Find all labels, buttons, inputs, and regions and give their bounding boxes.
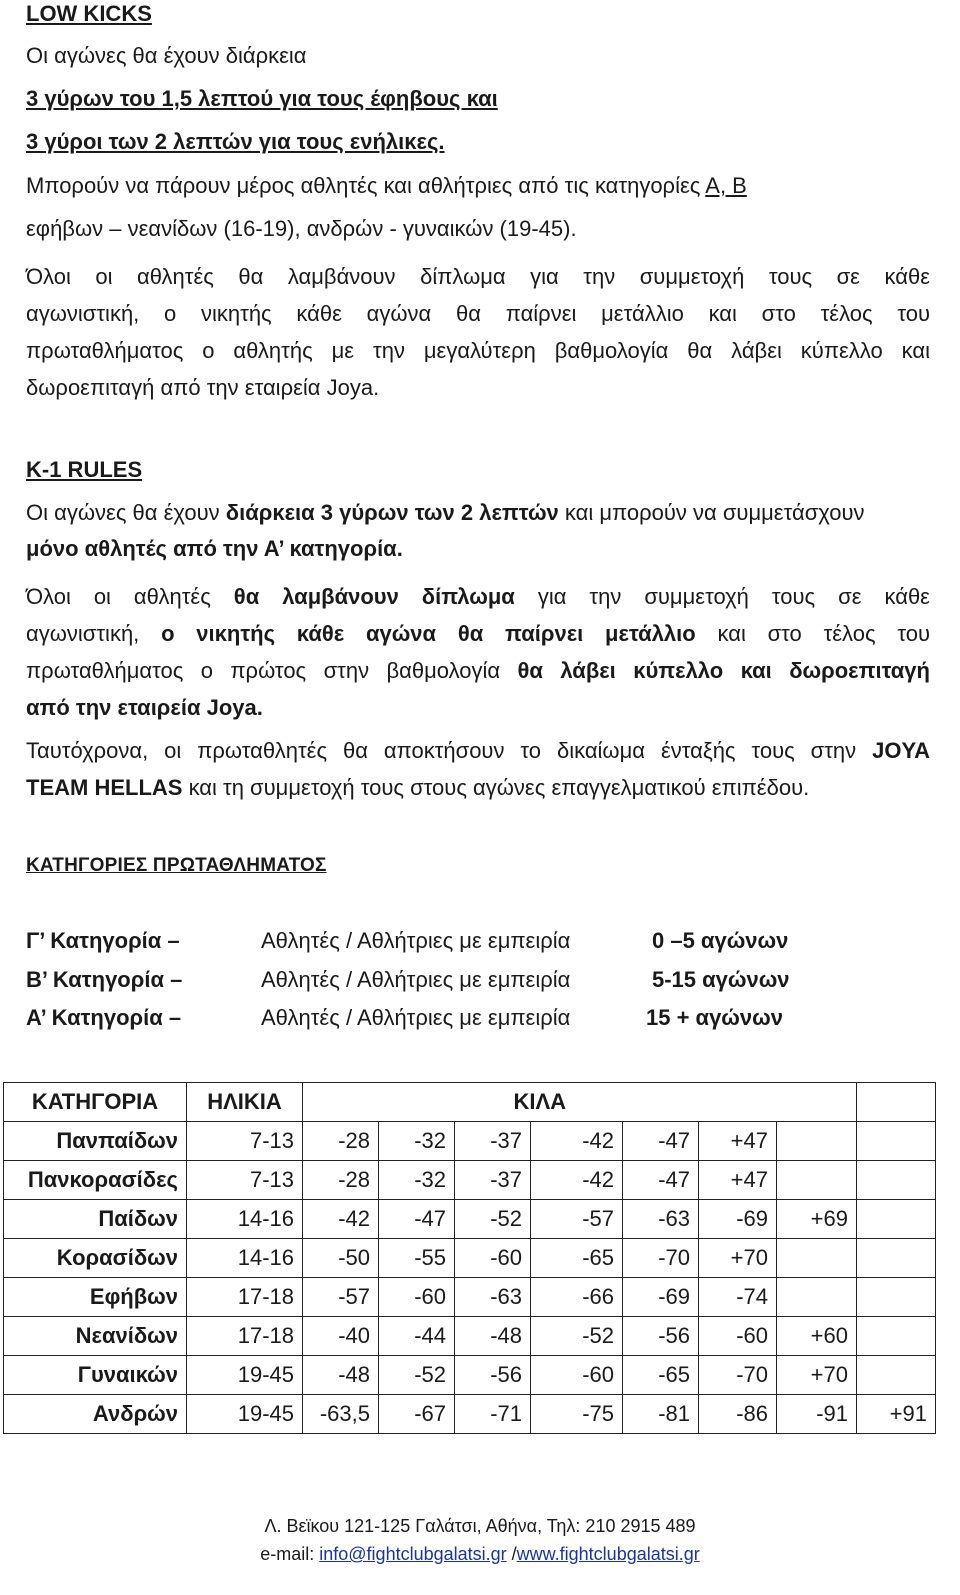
- k1-p2-l2-c: και στο τέλος του: [695, 621, 930, 646]
- weight-cell: [777, 1239, 857, 1278]
- low-kicks-para-line-4: δωροεπιταγή από την εταιρεία Joya.: [26, 375, 380, 400]
- weight-cell: -57: [303, 1278, 379, 1317]
- weight-cell: [857, 1356, 936, 1395]
- k1-p3-line-1: [26, 732, 930, 769]
- row-category: Πανπαίδων: [4, 1122, 187, 1161]
- category-desc: Αθλητές / Αθλήτριες με εμπειρία: [261, 967, 571, 992]
- low-kicks-para-line-2: αγωνιστική, ο νικητής κάθε αγώνα θα παίρνει μετάλλιο και στο τέλος του: [26, 301, 930, 326]
- weight-cell: -75: [531, 1395, 623, 1434]
- low-kicks-line-4: [26, 172, 747, 200]
- low-kicks-line-4-text: Μπορούν να πάρουν μέρος αθλητές και αθλήτριες από τις κατηγορίες: [26, 173, 706, 198]
- weight-cell: -56: [623, 1317, 699, 1356]
- k1-line-1-c: και μπορούν να συμμετάσχουν: [558, 500, 865, 525]
- weight-cell: -57: [531, 1200, 623, 1239]
- weight-cell: [777, 1278, 857, 1317]
- weight-cell: -63: [623, 1200, 699, 1239]
- k1-p2-l1-a: Όλοι οι αθλητές: [26, 584, 234, 609]
- k1-p3-l2-a: TEAM HELLAS: [26, 775, 183, 800]
- weight-cell: -69: [623, 1278, 699, 1317]
- row-category: Γυναικών: [4, 1356, 187, 1395]
- weight-cell: -55: [379, 1239, 455, 1278]
- weight-cell: [777, 1122, 857, 1161]
- row-category: Κορασίδων: [4, 1239, 187, 1278]
- table-header-row: [4, 1083, 936, 1122]
- table-row: [4, 1317, 936, 1356]
- weight-cell: -48: [455, 1317, 531, 1356]
- row-age: 17-18: [187, 1317, 303, 1356]
- weight-cell: -60: [455, 1239, 531, 1278]
- weight-cell: -52: [455, 1200, 531, 1239]
- weight-cell: -69: [699, 1200, 777, 1239]
- category-fights: 5-15 αγώνων: [652, 967, 790, 992]
- footer-website-link[interactable]: www.fightclubgalatsi.gr: [516, 1544, 700, 1564]
- row-age: 19-45: [187, 1356, 303, 1395]
- table-row: [4, 1200, 936, 1239]
- category-desc: Αθλητές / Αθλήτριες με εμπειρία: [261, 1005, 571, 1030]
- weight-cell: [857, 1239, 936, 1278]
- weight-cell: -81: [623, 1395, 699, 1434]
- k1-line-1-b: διάρκεια 3 γύρων των 2 λεπτών: [225, 500, 559, 525]
- weight-cell: -47: [623, 1122, 699, 1161]
- table-row: [4, 1239, 936, 1278]
- k1-p2-line-4: από την εταιρεία Joya.: [26, 695, 263, 720]
- weight-cell: -32: [379, 1161, 455, 1200]
- low-kicks-heading: LOW KICKS: [26, 1, 152, 26]
- footer-address: Λ. Βεϊκου 121-125 Γαλάτσι, Αθήνα, Τηλ: 210 2915 489: [264, 1516, 696, 1536]
- weight-cell: -52: [531, 1317, 623, 1356]
- k1-p3-l1-a: Ταυτόχρονα, οι πρωταθλητές θα αποκτήσουν το δικαίωμα ένταξής τους στην: [26, 738, 873, 763]
- row-category: Ανδρών: [4, 1395, 187, 1434]
- weight-cell: -65: [531, 1239, 623, 1278]
- row-age: 7-13: [187, 1161, 303, 1200]
- weight-cell: -74: [699, 1278, 777, 1317]
- weight-cell: -42: [531, 1161, 623, 1200]
- weight-cell: +47: [699, 1122, 777, 1161]
- weight-cell: -70: [623, 1239, 699, 1278]
- low-kicks-categories-link: Α, Β: [705, 173, 747, 198]
- weight-cell: -37: [455, 1161, 531, 1200]
- weight-cell: +69: [777, 1200, 857, 1239]
- weight-cell: [857, 1317, 936, 1356]
- weight-cell: -65: [623, 1356, 699, 1395]
- weight-cell: -32: [379, 1122, 455, 1161]
- weight-cell: -40: [303, 1317, 379, 1356]
- weight-cell: [857, 1122, 936, 1161]
- k1-p2-l1-c: για την συμμετοχή τους σε κάθε: [514, 584, 930, 609]
- header-kilos: ΚΙΛΑ: [303, 1083, 777, 1122]
- low-kicks-line-2: 3 γύρων του 1,5 λεπτού για τους έφηβους και: [26, 86, 498, 111]
- weight-cell: -48: [303, 1356, 379, 1395]
- k1-p3-l1-b: JOYA: [872, 738, 930, 763]
- row-age: 17-18: [187, 1278, 303, 1317]
- weight-cell: -44: [379, 1317, 455, 1356]
- weight-cell: -63: [455, 1278, 531, 1317]
- k1-p2-l2-b: ο νικητής κάθε αγώνα θα παίρνει μετάλλιο: [161, 621, 696, 646]
- weight-cell: -66: [531, 1278, 623, 1317]
- weight-cell: -52: [379, 1356, 455, 1395]
- weight-cell: -47: [379, 1200, 455, 1239]
- k1-line-1-a: Οι αγώνες θα έχουν: [26, 500, 226, 525]
- k1-line-1: [26, 499, 930, 527]
- footer-contact: [0, 1544, 960, 1565]
- weight-cell: -28: [303, 1161, 379, 1200]
- k1-heading: K-1 RULES: [26, 457, 143, 482]
- k1-p2-l3-a: πρωταθλήματος ο πρώτος στην βαθμολογία: [26, 658, 518, 683]
- weight-cell: -70: [699, 1356, 777, 1395]
- weight-cell: +47: [699, 1161, 777, 1200]
- categories-heading: ΚΑΤΗΓΟΡΙΕΣ ΠΡΩΤΑΘΛΗΜΑΤΟΣ: [26, 855, 327, 876]
- k1-p2-l1-b: θα λαμβάνουν δίπλωμα: [233, 584, 515, 609]
- low-kicks-line-3: 3 γύροι των 2 λεπτών για τους ενήλικες.: [26, 129, 445, 154]
- weight-cell: -28: [303, 1122, 379, 1161]
- weight-cell: [857, 1161, 936, 1200]
- weight-cell: [777, 1161, 857, 1200]
- k1-p2-line-3: [26, 652, 930, 689]
- weight-cell: -56: [455, 1356, 531, 1395]
- weight-cell: -50: [303, 1239, 379, 1278]
- weight-cell: -86: [699, 1395, 777, 1434]
- weight-cell: -63,5: [303, 1395, 379, 1434]
- k1-p2-line-1: [26, 578, 930, 615]
- table-row: [4, 1356, 936, 1395]
- weight-cell: +70: [699, 1239, 777, 1278]
- footer-email-link[interactable]: info@fightclubgalatsi.gr: [319, 1544, 507, 1564]
- weight-cell: -71: [455, 1395, 531, 1434]
- k1-p2-l3-b: θα λάβει κύπελλο και δωροεπιταγή: [517, 658, 930, 683]
- weight-cell: [857, 1200, 936, 1239]
- low-kicks-line-1: Οι αγώνες θα έχουν διάρκεια: [26, 43, 307, 68]
- category-fights: 0 –5 αγώνων: [652, 928, 789, 953]
- k1-paragraph-3: [26, 732, 930, 806]
- footer-email-label: e-mail:: [260, 1544, 320, 1564]
- row-category: Παίδων: [4, 1200, 187, 1239]
- row-age: 14-16: [187, 1200, 303, 1239]
- weight-cell: -42: [531, 1122, 623, 1161]
- weight-cell: -60: [699, 1317, 777, 1356]
- k1-p2-line-2: [26, 615, 930, 652]
- weight-cell: -67: [379, 1395, 455, 1434]
- category-desc: Αθλητές / Αθλήτριες με εμπειρία: [261, 928, 571, 953]
- header-category: ΚΑΤΗΓΟΡΙΑ: [4, 1083, 187, 1122]
- low-kicks-para-line-1: Όλοι οι αθλητές θα λαμβάνουν δίπλωμα για την συμμετοχή τους σε κάθε: [26, 264, 930, 289]
- weights-table: [3, 1082, 936, 1434]
- weight-cell: -91: [777, 1395, 857, 1434]
- weight-cell: [857, 1278, 936, 1317]
- low-kicks-paragraph: [26, 258, 930, 406]
- table-row: [4, 1122, 936, 1161]
- low-kicks-para-line-3: πρωταθλήματος ο αθλητής με την μεγαλύτερη βαθμολογία θα λάβει κύπελλο και: [26, 338, 930, 363]
- category-name: Β’ Κατηγορία –: [26, 967, 183, 992]
- weight-cell: +60: [777, 1317, 857, 1356]
- weight-cell: -42: [303, 1200, 379, 1239]
- header-empty: [777, 1083, 857, 1122]
- k1-p3-l2-b: και τη συμμετοχή τους στους αγώνες επαγγελματικού επιπέδου.: [182, 775, 810, 800]
- row-category: Πανκορασίδες: [4, 1161, 187, 1200]
- header-empty: [857, 1083, 936, 1122]
- k1-p3-line-2: [26, 769, 930, 806]
- row-age: 14-16: [187, 1239, 303, 1278]
- weight-cell: -60: [379, 1278, 455, 1317]
- category-name: Α’ Κατηγορία –: [26, 1005, 182, 1030]
- weight-cell: -37: [455, 1122, 531, 1161]
- footer-separator: /: [506, 1544, 517, 1564]
- k1-p2-l2-a: αγωνιστική,: [26, 621, 162, 646]
- weight-cell: +91: [857, 1395, 936, 1434]
- low-kicks-line-5: εφήβων – νεανίδων (16-19), ανδρών - γυναικών (19-45).: [26, 216, 577, 241]
- row-age: 19-45: [187, 1395, 303, 1434]
- row-category: Εφήβων: [4, 1278, 187, 1317]
- header-age: ΗΛΙΚΙΑ: [187, 1083, 303, 1122]
- k1-line-2: μόνο αθλητές από την Α’ κατηγορία.: [26, 536, 403, 561]
- weight-cell: -47: [623, 1161, 699, 1200]
- row-age: 7-13: [187, 1122, 303, 1161]
- table-row: [4, 1395, 936, 1434]
- weight-cell: +70: [777, 1356, 857, 1395]
- table-row: [4, 1278, 936, 1317]
- row-category: Νεανίδων: [4, 1317, 187, 1356]
- category-name: Γ’ Κατηγορία –: [26, 928, 180, 953]
- category-fights: 15 + αγώνων: [646, 1005, 783, 1030]
- table-row: [4, 1161, 936, 1200]
- weight-cell: -60: [531, 1356, 623, 1395]
- k1-paragraph-2: [26, 578, 930, 726]
